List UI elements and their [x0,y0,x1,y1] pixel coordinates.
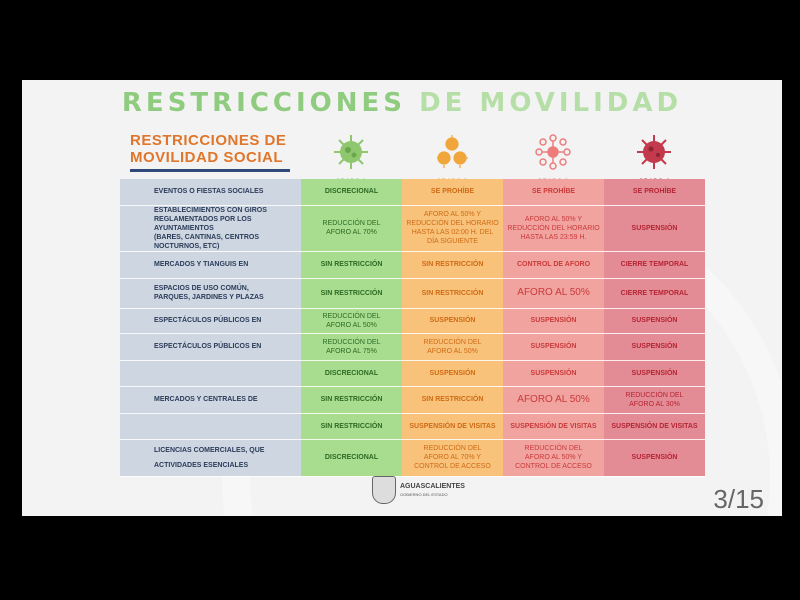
row-label [120,386,301,413]
cell-line: AFORO AL 50% Y [524,454,583,461]
virus-cluster-icon [432,132,472,172]
cell-line: SUSPENSIÓN [530,369,577,377]
cell-line: REGLAMENTADOS POR LOS AYUNTAMIENTOS [154,215,252,232]
grade-3-header [503,132,603,185]
cell-line: SE PROHÍBE [531,188,576,196]
grade-2-cell [402,333,503,360]
cell-line: ESTABLECIMIENTOS CON GIROS [154,206,267,214]
cell-line: SUSPENSIÓN [429,369,476,377]
cell-line: CIERRE TEMPORAL [620,261,689,268]
cell-line: DISCRECIONAL [324,369,379,377]
virus-network-icon [533,132,573,172]
cell-line: ESPECTÁCULOS PÚBLICOS EN [154,343,262,350]
cell-line: SUSPENSIÓN [530,317,577,324]
cell-line: SUSPENSIÓN [631,454,678,461]
cell-line: REDUCCIÓN DEL [625,391,684,399]
grade-3-cell [503,386,604,413]
cell-line: SIN RESTRICCIÓN [320,289,383,297]
grade-4-cell [604,439,705,476]
row-label [120,251,301,278]
grade-1-cell [301,439,402,476]
grade-1-cell [301,360,402,386]
table-row [120,333,705,360]
cell-line: SE PROHÍBE [430,188,475,196]
grade-4-cell [604,308,705,333]
cell-line [154,370,297,376]
grade-1-cell [301,205,402,251]
subtitle-underline [130,169,290,172]
table-row [120,386,705,413]
grade-3-cell [503,179,604,205]
cell-line: SUSPENSIÓN DE VISITAS [409,422,496,430]
grade-3-cell [503,205,604,251]
cell-line: AFORO AL 50% [326,321,377,329]
cell-line: AFORO AL 70% Y [423,454,482,461]
title-part-2: DE MOVILIDAD [419,88,683,118]
cell-line: MERCADOS Y CENTRALES DE [154,396,258,403]
grade-2-cell [402,413,503,439]
cell-line: AFORO AL 50% [427,347,478,355]
cell-line: DÍA SIGUIENTE [427,238,478,245]
section-subtitle [130,132,286,166]
cell-line: SUSPENSIÓN [530,343,577,350]
cell-line: AFORO AL 30% [629,400,680,408]
grade-3-cell [503,251,604,278]
grade-4-cell [604,205,705,251]
grade-3-cell [503,308,604,333]
table-row [120,278,705,308]
cell-line: REDUCCIÓN DEL [524,445,583,452]
cell-line: AFORO AL 70% [326,229,377,236]
grade-4-cell [604,251,705,278]
table-row [120,360,705,386]
cell-line: SUSPENSIÓN [631,317,678,324]
cell-line: SIN RESTRICCIÓN [421,261,484,268]
cell-line [154,423,297,429]
grade-2-cell [402,308,503,333]
cell-line: AFORO AL 50% Y [423,211,482,218]
grade-3-cell [503,360,604,386]
grade-4-cell [604,179,705,205]
cell-line: AFORO AL 50% [517,287,590,298]
cell-line: DISCRECIONAL [324,188,379,196]
grade-3-cell [503,278,604,308]
grade-1-cell [301,333,402,360]
cell-line: AFORO AL 50% Y [524,215,583,223]
cell-line: CIERRE TEMPORAL [620,289,689,297]
row-label [120,308,301,333]
cell-line: SIN RESTRICCIÓN [320,396,383,403]
restrictions-table [120,179,705,477]
grade-3-cell [503,413,604,439]
grade-4-cell [604,278,705,308]
row-label [120,278,301,308]
grade-4-cell [604,360,705,386]
subtitle-line-1: RESTRICCIONES DE [130,132,287,149]
logo-subtitle: GOBIERNO DEL ESTADO [400,492,448,497]
grade-4-cell [604,386,705,413]
cell-line: SIN RESTRICCIÓN [320,261,383,268]
cell-line: PARQUES, JARDINES Y PLAZAS [154,294,264,301]
cell-line: SIN RESTRICCIÓN [320,422,383,430]
cell-line: EVENTOS O FIESTAS SOCIALES [154,188,264,196]
cell-line: SIN RESTRICCIÓN [421,396,484,403]
grade-1-cell [301,251,402,278]
cell-line: ACTIVIDADES ESENCIALES [154,461,249,469]
cell-line: ESPACIOS DE USO COMÚN, [154,285,249,292]
cell-line: ESPECTÁCULOS PÚBLICOS EN [154,317,262,324]
cell-line: HASTA LAS 02:00 H. DEL [411,229,494,236]
row-label [120,413,301,439]
cell-line: SUSPENSIÓN [631,369,678,377]
grade-2-cell [402,360,503,386]
grade-2-cell [402,386,503,413]
cell-line: REDUCCIÓN DEL HORARIO [406,220,499,227]
table-row [120,413,705,439]
row-label [120,333,301,360]
grade-4-cell [604,413,705,439]
cell-line: REDUCCIÓN DEL [322,312,381,320]
grade-3-cell [503,439,604,476]
cell-line: AFORO AL 75% [326,347,377,355]
slide [22,80,782,516]
row-label [120,439,301,476]
cell-line: REDUCCIÓN DEL HORARIO [507,224,600,232]
grade-2-header [402,132,502,185]
government-logo [372,476,482,508]
grade-4-cell [604,333,705,360]
grade-2-cell [402,179,503,205]
title-part-1: RESTRICCIONES [121,88,407,118]
cell-line: HASTA LAS 23:59 H. [520,233,587,241]
page-indicator: 3/15 [713,484,764,514]
row-label [120,360,301,386]
grade-2-cell [402,205,503,251]
row-label [120,179,301,205]
grade-1-cell [301,413,402,439]
cell-line: SUSPENSIÓN DE VISITAS [510,422,597,430]
table-row [120,179,705,205]
cell-line: SUSPENSIÓN DE VISITAS [611,422,698,430]
cell-line: AFORO AL 50% [517,393,590,405]
grade-1-cell [301,278,402,308]
table-row [120,205,705,251]
cell-line: (BARES, CANTINAS, CENTROS NOCTURNOS, ETC) [154,233,260,250]
cell-line: REDUCCIÓN DEL [322,220,381,227]
grade-2-cell [402,439,503,476]
cell-line: SUSPENSIÓN [429,317,476,324]
cell-line: REDUCCIÓN DEL [423,338,482,346]
grade-1-cell [301,179,402,205]
grade-1-cell [301,386,402,413]
row-label [120,205,301,251]
cell-line: LICENCIAS COMERCIALES, QUE [154,446,265,454]
grade-4-header [604,132,704,185]
cell-line: SE PROHÍBE [632,188,677,196]
table-row [120,251,705,278]
cell-line: MERCADOS Y TIANGUIS EN [154,261,249,268]
cell-line: SUSPENSIÓN [631,224,678,232]
cell-line: REDUCCIÓN DEL [423,445,482,452]
table-row [120,439,705,476]
cell-line: SIN RESTRICCIÓN [421,289,484,297]
cell-line: DISCRECIONAL [324,454,379,461]
logo-name: AGUASCALIENTES [400,483,465,490]
table-row [120,308,705,333]
grade-3-cell [503,333,604,360]
coat-of-arms-icon [372,476,396,504]
cell-line: REDUCCIÓN DEL [322,338,381,346]
virus-dark-icon [634,132,674,172]
page-title [22,88,782,118]
cell-line: SUSPENSIÓN [631,343,678,350]
grade-1-cell [301,308,402,333]
cell-line: CONTROL DE AFORO [516,261,591,268]
grade-2-cell [402,278,503,308]
cell-line: CONTROL DE ACCESO [414,463,491,470]
subtitle-line-2: MOVILIDAD SOCIAL [130,149,283,166]
grade-2-cell [402,251,503,278]
cell-line: CONTROL DE ACCESO [515,463,592,470]
virus-icon [331,132,371,172]
grade-1-header [301,132,401,185]
